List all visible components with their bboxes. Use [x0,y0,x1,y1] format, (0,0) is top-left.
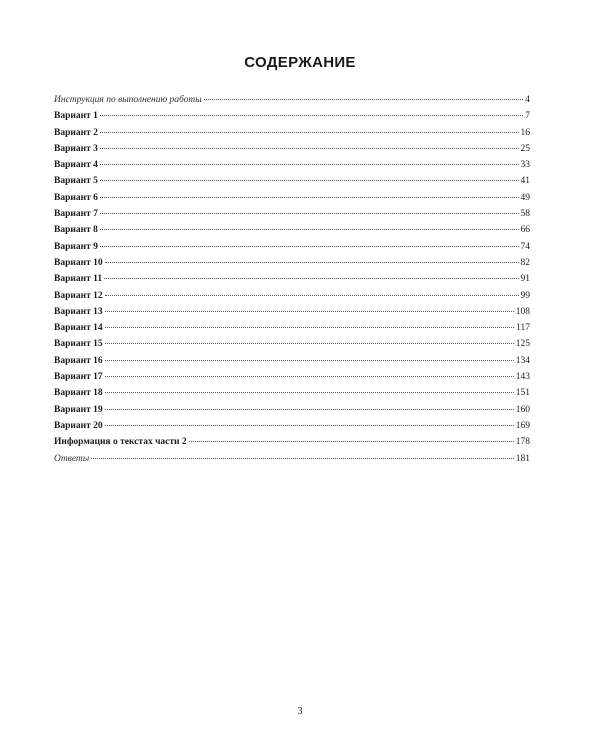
toc-entry-label: Вариант 19 [54,404,103,415]
dot-leader [100,163,519,165]
dot-leader [105,391,514,393]
toc-entry[interactable] [54,239,530,255]
toc-entry[interactable] [54,125,530,141]
toc-entry-page: 160 [515,404,530,415]
dot-leader [100,114,523,116]
toc-entry[interactable] [54,141,530,157]
toc-entry-label: Вариант 2 [54,127,98,138]
toc-entry[interactable] [54,385,530,401]
toc-entry[interactable] [54,402,530,418]
toc-entry[interactable] [54,434,530,450]
toc-entry-label: Вариант 9 [54,241,98,252]
dot-leader [105,310,514,312]
toc-entry-label: Информация о текстах части 2 [54,437,187,448]
toc-entry-page: 41 [520,176,530,187]
toc-entry[interactable] [54,288,530,304]
toc-entry-label: Вариант 12 [54,290,103,301]
toc-entry-label: Вариант 6 [54,192,98,203]
toc-entry[interactable] [54,157,530,173]
toc-entry-label: Вариант 1 [54,111,98,122]
toc-entry-label: Вариант 3 [54,143,98,154]
toc-entry-page: 4 [525,95,530,105]
toc-entry-page: 151 [515,388,530,399]
dot-leader [100,212,519,214]
toc-entry[interactable] [54,353,530,369]
toc-entry-label: Вариант 14 [54,323,103,334]
dot-leader [105,375,514,377]
toc-entry-page: 16 [520,127,530,138]
dot-leader [105,261,519,263]
dot-leader [104,277,518,279]
toc-entry[interactable] [54,92,530,108]
toc-entry-page: 74 [520,241,530,252]
page-number: 3 [297,706,303,717]
toc-entry[interactable] [54,320,530,336]
dot-leader [189,440,514,442]
toc-entry-page: 134 [515,355,530,366]
toc-entry[interactable] [54,271,530,287]
toc-entry-label: Вариант 11 [54,274,103,285]
toc-entry-label: Вариант 16 [54,355,103,366]
toc-entry[interactable] [54,418,530,434]
dot-leader [100,131,519,133]
toc-entry[interactable] [54,304,530,320]
toc-entry-page: 91 [520,274,530,285]
toc-entry-label: Вариант 5 [54,176,98,187]
dot-leader [105,342,514,344]
toc-entry-page: 108 [515,306,530,317]
toc-entry-page: 143 [515,372,530,383]
toc-entry[interactable] [54,369,530,385]
dot-leader [105,359,514,361]
toc-entry[interactable] [54,173,530,189]
toc-entry-label: Вариант 10 [54,257,103,268]
toc-entry-page: 58 [520,209,530,220]
toc-entry[interactable] [54,222,530,238]
toc-entry-label: Вариант 13 [54,306,103,317]
toc-entry[interactable] [54,206,530,222]
dot-leader [100,196,519,198]
dot-leader [105,326,514,328]
dot-leader [100,228,519,230]
toc-entry-page: 117 [516,323,530,334]
toc-entry[interactable] [54,451,530,467]
toc-entry-label: Вариант 20 [54,420,103,431]
toc-entry-label: Вариант 15 [54,339,103,350]
table-of-contents [54,92,530,467]
dot-leader [100,147,519,149]
dot-leader [105,294,519,296]
toc-entry[interactable] [54,336,530,352]
toc-entry-page: 169 [515,420,530,431]
page-title: СОДЕРЖАНИЕ [244,54,356,71]
dot-leader [100,245,519,247]
toc-entry-label: Вариант 18 [54,388,103,399]
dot-leader [105,424,514,426]
toc-entry-page: 66 [520,225,530,236]
toc-entry[interactable] [54,108,530,124]
toc-entry-label: Вариант 17 [54,372,103,383]
toc-entry-page: 181 [515,453,530,464]
toc-entry-page: 33 [520,160,530,171]
toc-entry[interactable] [54,190,530,206]
dot-leader [105,408,514,410]
toc-entry-page: 49 [520,192,530,203]
toc-entry-label: Вариант 8 [54,225,98,236]
dot-leader [91,457,514,459]
toc-entry-label: Вариант 7 [54,209,98,220]
toc-entry-label: Вариант 4 [54,160,98,171]
toc-entry-page: 7 [525,111,530,122]
toc-entry[interactable] [54,255,530,271]
toc-entry-page: 178 [515,437,530,448]
toc-entry-page: 25 [520,143,530,154]
dot-leader [204,98,524,100]
toc-entry-page: 99 [520,290,530,301]
toc-entry-page: 125 [515,339,530,350]
toc-entry-label: Инструкция по выполнению работы [54,95,202,105]
dot-leader [100,179,519,181]
toc-entry-label: Ответы [54,453,90,464]
toc-entry-page: 82 [520,257,530,268]
